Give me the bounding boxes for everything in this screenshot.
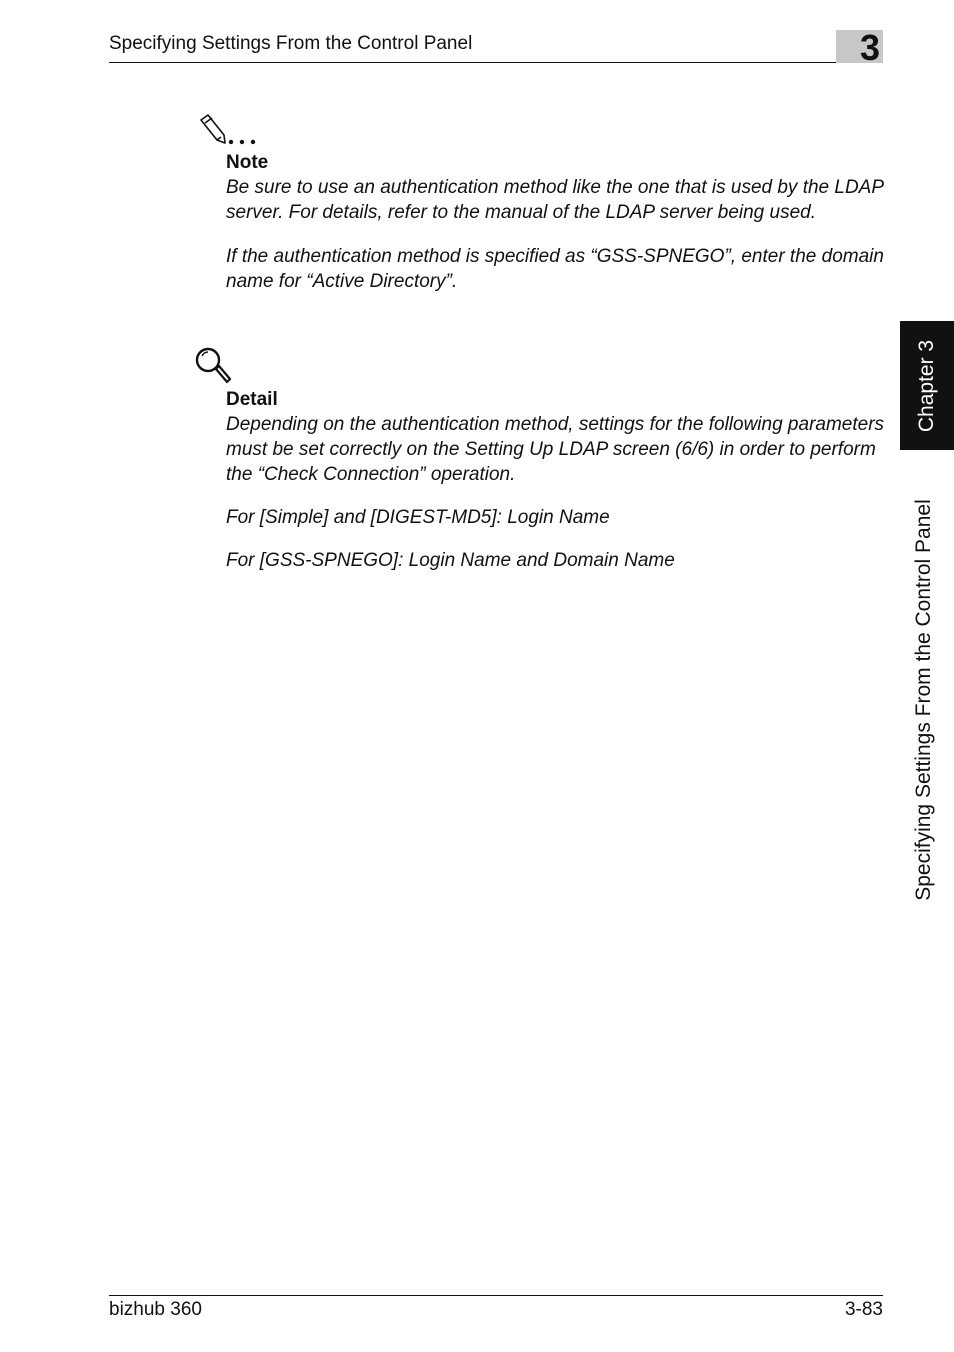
magnifier-icon: [194, 346, 234, 386]
note-heading: Note: [226, 152, 269, 173]
running-header-title: Specifying Settings From the Control Panel: [109, 33, 473, 54]
detail-paragraph: For [GSS-SPNEGO]: Login Name and Domain Name: [226, 550, 675, 571]
side-section-title: Specifying Settings From the Control Panel: [912, 499, 935, 901]
chapter-number-box: [836, 27, 883, 68]
chapter-side-tab-label: Chapter 3: [915, 339, 938, 432]
detail-paragraph: For [Simple] and [DIGEST-MD5]: Login Name: [226, 507, 610, 528]
pencil-note-icon: [196, 112, 262, 148]
footer-product-name: bizhub 360: [109, 1299, 202, 1320]
detail-heading: Detail: [226, 389, 278, 410]
detail-paragraph: Depending on the authentication method, settings for the following parameters must be set correctly on the Setting Up LDAP screen (6/6) in order to perform the “Check Connection” operation.: [226, 414, 885, 485]
chapter-number: 3: [859, 27, 880, 68]
header-divider: [109, 62, 883, 63]
detail-block: [226, 388, 886, 573]
chapter-side-tab: [900, 321, 954, 450]
note-block: [226, 151, 886, 294]
footer-page-number: 3-83: [844, 1299, 883, 1320]
note-paragraph: Be sure to use an authentication method like the one that is used by the LDAP server. For details, refer to the manual of the LDAP server being used.: [226, 177, 884, 223]
footer-divider: [109, 1295, 883, 1296]
note-paragraph: If the authentication method is specified as “GSS-SPNEGO”, enter the domain name for “Active Directory”.: [226, 246, 884, 292]
